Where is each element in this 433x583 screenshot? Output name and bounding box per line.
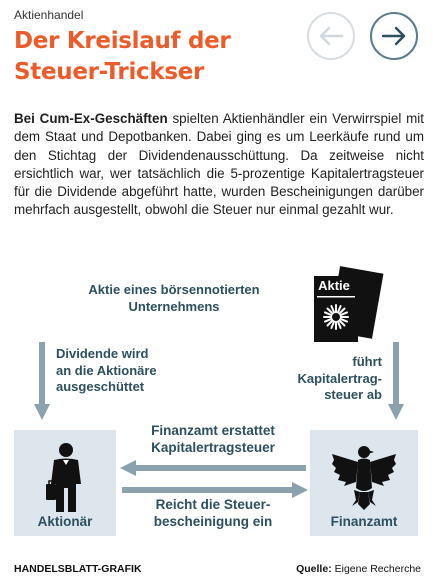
tax-office-label: Finanzamt	[330, 514, 398, 529]
stock-certificate-icon	[306, 262, 386, 344]
federal-eagle-icon	[330, 440, 398, 512]
graphic-credit: HANDELSBLATT-GRAFIK	[14, 563, 142, 575]
intro-text	[14, 110, 424, 220]
arrow-left-icon	[318, 26, 344, 46]
stock-label: Aktie eines börsennotierten Unternehmens	[88, 282, 260, 314]
title-line-1: Der Kreislauf der	[14, 28, 231, 54]
intro-body: spielten Aktienhändler ein Verwirrspiel mit dem Staat und Depotbanken. Dabei ging es um Leerkäufe rund um den Stichtag der Dividendenausschüttung. Da zeitweise nicht ersichtlich war, wer tatsächlich die 5-prozentige Kapitalertragsteuer für die Dividende abgeführt hatte, wurden Bescheinigungen darüber mehrfach ausgestellt, obwohl die Steuer nur einmal gezahlt wur.	[14, 111, 425, 218]
kicker: Aktienhandel	[14, 8, 84, 22]
next-button[interactable]	[370, 12, 418, 60]
shareholder-label: Aktionär	[37, 514, 93, 529]
intro-lead: Bei Cum-Ex-Geschäften	[14, 111, 168, 126]
tax-label: führt Kapitalertrag- steuer ab	[297, 354, 382, 402]
stock-card-text: Aktie	[318, 278, 350, 293]
source-note: Quelle: Eigene Recherche	[296, 563, 421, 575]
page-title	[14, 26, 294, 88]
tax-arrow	[388, 342, 404, 422]
dividend-label: Dividende wird an die Aktionäre ausgeschüttet	[56, 346, 157, 394]
businessman-icon	[40, 442, 92, 512]
arrow-right-icon	[381, 26, 407, 46]
previous-button[interactable]	[307, 12, 355, 60]
shareholder-box	[14, 430, 116, 536]
title-line-2: Steuer-Trickser	[14, 59, 205, 85]
refund-arrow	[120, 460, 308, 476]
cum-ex-diagram	[0, 262, 433, 547]
tax-office-box	[310, 430, 418, 536]
dividend-arrow	[34, 342, 50, 422]
refund-label: Finanzamt erstattet Kapitalertragsteuer	[151, 423, 275, 455]
certificate-label: Reicht die Steuer- bescheinigung ein	[153, 497, 273, 529]
